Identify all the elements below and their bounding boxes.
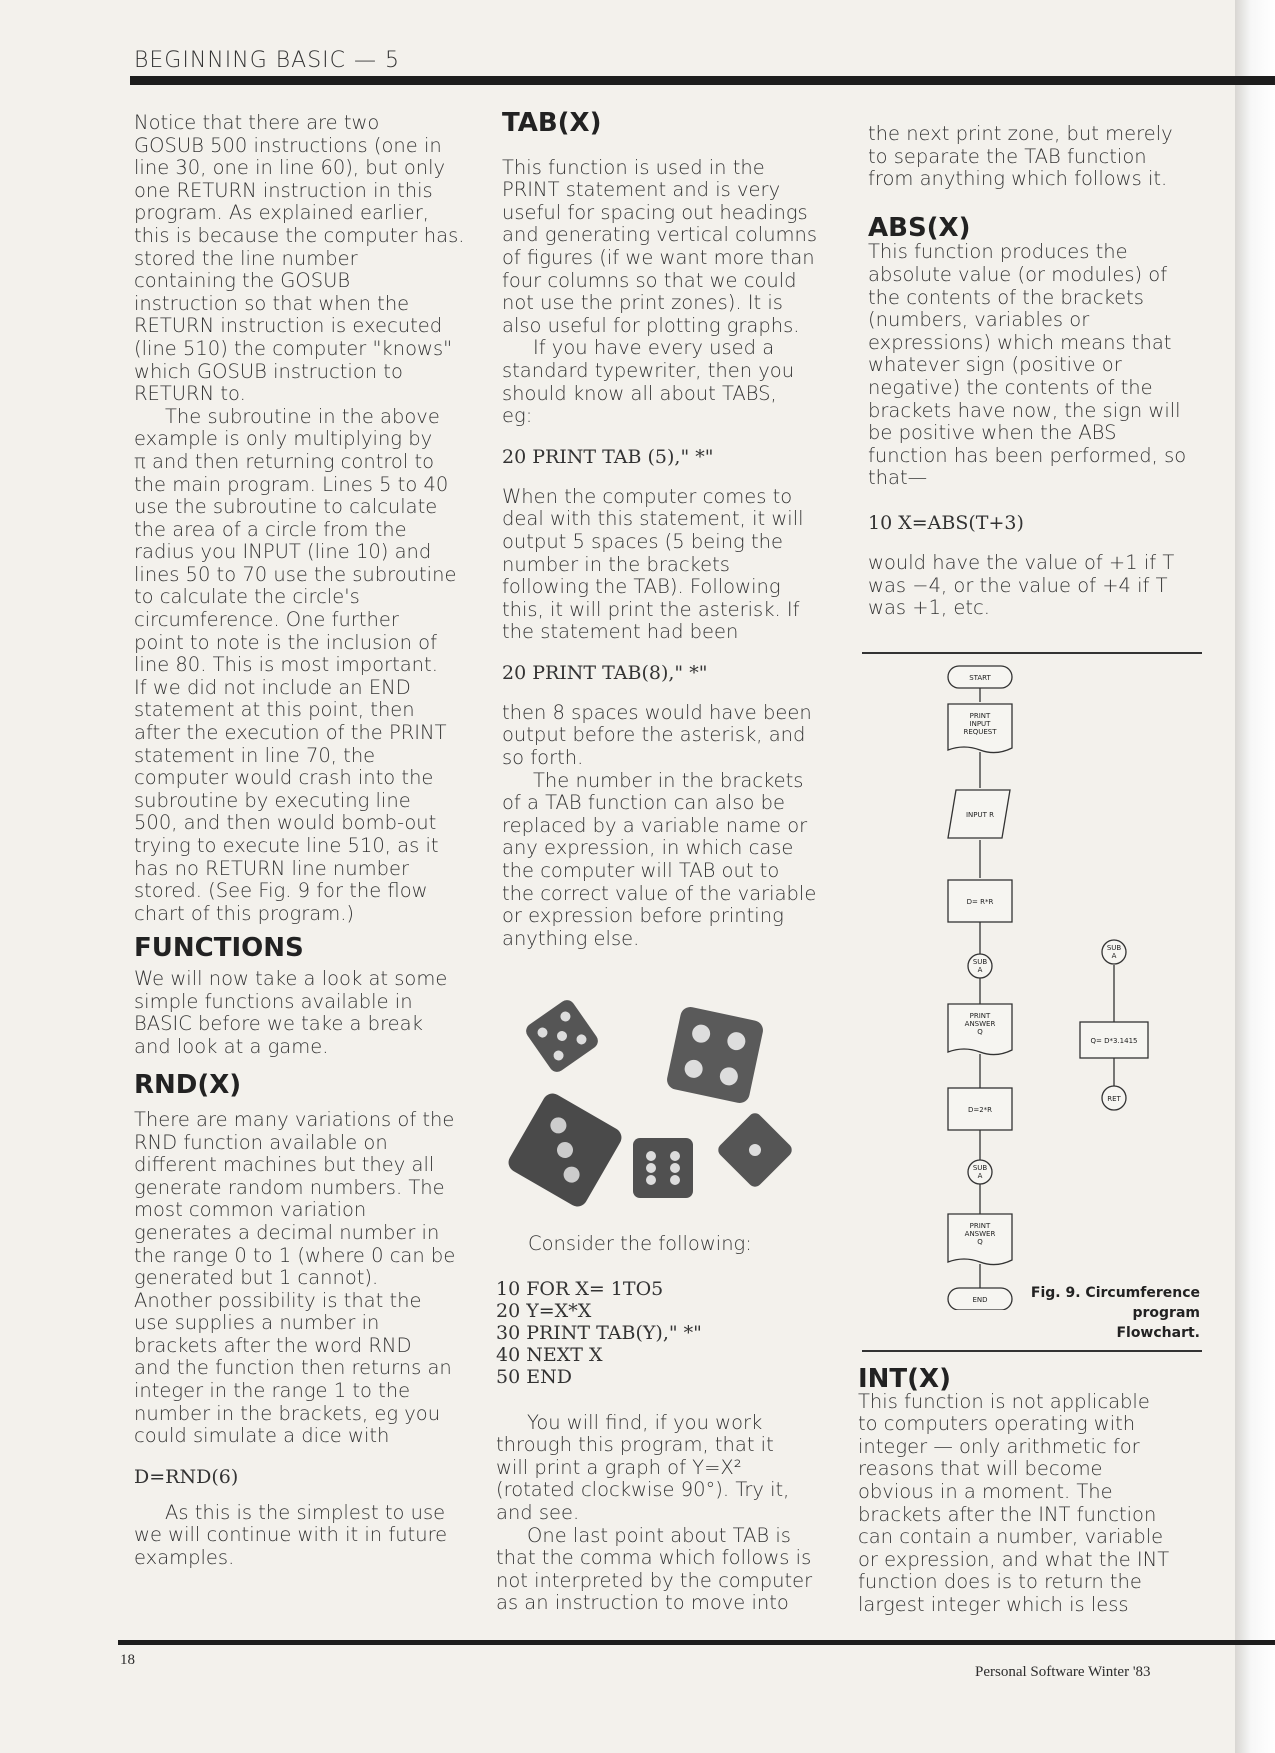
flow-print-answer-2-l2: ANSWER xyxy=(964,1230,996,1238)
text-line: generated but 1 cannot). xyxy=(134,1266,379,1290)
text-line: this is because the computer has. xyxy=(134,223,465,247)
text-line: then 8 spaces would have been xyxy=(502,700,812,724)
text-line: this, it will print the asterisk. If xyxy=(502,597,800,621)
text-line: will print a graph of Y=X² xyxy=(496,1455,742,1479)
text-line: standard typewriter, then you xyxy=(502,358,795,382)
caption-line-2: program xyxy=(1132,1305,1200,1321)
text-line: point to note is the inclusion of xyxy=(134,630,437,654)
tab-program-code xyxy=(496,1278,836,1388)
text-line: trying to execute line 510, as it xyxy=(134,834,439,857)
flow-sub-a-2-l2: A xyxy=(977,1172,983,1180)
text-line: after the execution of the PRINT xyxy=(134,721,447,745)
flow-sub-a-1-l1: SUB xyxy=(972,958,988,966)
text-line: π and then returning control to xyxy=(134,449,435,473)
abs-heading: ABS(X) xyxy=(868,212,971,243)
text-line: This function produces the xyxy=(868,240,1128,264)
col3-para-3 xyxy=(868,552,1208,620)
publication-footer: Personal Software Winter '83 xyxy=(975,1664,1151,1680)
caption-line-3: Flowchart. xyxy=(1116,1325,1200,1341)
flow-print-answer-2-l1: PRINT xyxy=(969,1222,991,1230)
text-line: stored. (See Fig. 9 for the flow xyxy=(134,879,428,903)
flow-start-label: START xyxy=(969,674,991,682)
text-line: also useful for plotting graphs. xyxy=(502,313,800,337)
col1-para-3 xyxy=(134,968,474,1058)
text-line: generates a decimal number in xyxy=(134,1220,440,1244)
text-line: output before the asterisk, and xyxy=(502,723,806,747)
text-line: deal with this statement, it will xyxy=(502,507,804,531)
text-line: As this is the simplest to use xyxy=(134,1500,446,1524)
code-line: 30 PRINT TAB(Y)," *" xyxy=(496,1321,702,1344)
text-line: the range 0 to 1 (where 0 can be xyxy=(134,1243,456,1267)
flowchart xyxy=(862,660,1202,1310)
text-line: examples. xyxy=(134,1546,235,1570)
text-line: 500, and then would bomb-out xyxy=(134,811,437,835)
text-line: to separate the TAB function xyxy=(868,144,1147,168)
text-line: that— xyxy=(868,466,928,490)
flow-d-rr-label: D= R*R xyxy=(966,898,994,906)
text-line: The number in the brackets xyxy=(502,768,804,792)
text-line: following the TAB). Following xyxy=(502,575,781,599)
page-edge xyxy=(1235,0,1275,1753)
text-line: was −4, or the value of +4 if T xyxy=(868,573,1168,597)
text-line: This function is not applicable xyxy=(858,1389,1150,1413)
col2-para-3 xyxy=(502,702,842,951)
text-line: not use the print zones). It is xyxy=(502,291,783,315)
text-line: and see. xyxy=(496,1500,580,1524)
text-line: line 80. This is most important. xyxy=(134,653,438,677)
figure-caption xyxy=(1005,1283,1200,1343)
text-line: If you have every used a xyxy=(502,336,775,360)
text-line: should know all about TABS, xyxy=(502,381,777,405)
col1-para-2 xyxy=(134,406,474,926)
text-line: obvious in a moment. The xyxy=(858,1479,1113,1503)
text-line: and the function then returns an xyxy=(134,1356,452,1380)
text-line: has no RETURN line number xyxy=(134,856,410,880)
flow-print-answer-1-l2: ANSWER xyxy=(964,1020,996,1028)
text-line: One last point about TAB is xyxy=(496,1523,791,1547)
rnd-code: D=RND(6) xyxy=(134,1465,239,1488)
text-line: stored the line number xyxy=(134,246,358,270)
text-line: PRINT statement and is very xyxy=(502,178,781,202)
column-3 xyxy=(868,123,1208,620)
flow-d-2r-label: D=2*R xyxy=(967,1106,993,1114)
text-line: There are many variations of the xyxy=(134,1107,455,1131)
text-line: instruction so that when the xyxy=(134,291,410,315)
flow-sub-a-right-l1: SUB xyxy=(1106,944,1122,952)
text-line: output 5 spaces (5 being the xyxy=(502,529,783,553)
col2-para-1 xyxy=(502,157,842,428)
flow-print-answer-1-l1: PRINT xyxy=(969,1012,991,1020)
text-line: number in the brackets, eg you xyxy=(134,1401,441,1425)
flow-print-input-2: INPUT xyxy=(969,720,991,728)
code-line: 40 NEXT X xyxy=(496,1343,603,1366)
functions-heading: FUNCTIONS xyxy=(134,933,304,964)
col1-para-1 xyxy=(134,112,474,406)
text-line: which GOSUB instruction to xyxy=(134,359,403,383)
text-line: we will continue with it in future xyxy=(134,1523,448,1547)
text-line: GOSUB 500 instructions (one in xyxy=(134,133,442,157)
text-line: circumference. One further xyxy=(134,608,399,632)
column-2-lower xyxy=(496,1233,836,1615)
text-line: integer in the range 1 to the xyxy=(134,1379,411,1403)
text-line: BASIC before we take a break xyxy=(134,1012,423,1036)
flow-end-label: END xyxy=(972,1296,988,1304)
text-line: line 30, one in line 60), but only xyxy=(134,156,446,180)
text-line: to computers operating with xyxy=(858,1412,1136,1436)
text-line: so forth. xyxy=(502,746,584,770)
flow-ret-label: RET xyxy=(1107,1095,1121,1103)
text-line: whatever sign (positive or xyxy=(868,353,1122,377)
dice-illustration xyxy=(500,1000,800,1220)
tab-code-2: 20 PRINT TAB(8)," *" xyxy=(502,661,708,684)
text-line: and look at a game. xyxy=(134,1034,329,1058)
text-line: (line 510) the computer "knows" xyxy=(134,336,453,360)
text-line: RETURN to. xyxy=(134,382,246,406)
text-line: (numbers, variables or xyxy=(868,308,1090,332)
text-line: number in the brackets xyxy=(502,552,730,576)
flow-sub-a-2-l1: SUB xyxy=(972,1164,988,1172)
header-rule xyxy=(130,76,1275,85)
text-line: useful for spacing out headings xyxy=(502,200,808,224)
flow-print-answer-1-l3: Q xyxy=(977,1028,983,1036)
text-line: most common variation xyxy=(134,1198,367,1222)
text-line: function has been performed, so xyxy=(868,443,1187,467)
die-2 xyxy=(665,1005,765,1105)
column-1 xyxy=(134,112,474,1570)
text-line: from anything which follows it. xyxy=(868,167,1168,191)
col2-para-2 xyxy=(502,486,842,644)
rnd-heading: RND(X) xyxy=(134,1070,242,1101)
text-line: the correct value of the variable xyxy=(502,881,817,905)
text-line: Notice that there are two xyxy=(134,111,380,134)
text-line: This function is used in the xyxy=(502,155,765,179)
text-line: or expression before printing xyxy=(502,904,784,928)
text-line: the contents of the brackets xyxy=(868,285,1144,309)
text-line: statement at this point, then xyxy=(134,698,415,722)
text-line: RETURN instruction is executed xyxy=(134,314,443,338)
text-line: Another possibility is that the xyxy=(134,1288,422,1312)
col3-para-4 xyxy=(858,1391,1198,1617)
text-line: as an instruction to move into xyxy=(496,1591,789,1615)
die-3 xyxy=(505,1090,625,1210)
die-4 xyxy=(633,1138,693,1198)
text-line: any expression, in which case xyxy=(502,836,794,860)
text-line: lines 50 to 70 use the subroutine xyxy=(134,562,457,586)
text-line: the statement had been xyxy=(502,620,739,644)
page-number: 18 xyxy=(120,1652,135,1668)
text-line: could simulate a dice with xyxy=(134,1424,390,1448)
text-line: use supplies a number in xyxy=(134,1311,380,1335)
text-line: and generating vertical columns xyxy=(502,223,818,247)
caption-line-1: Fig. 9. Circumference xyxy=(1030,1285,1200,1301)
text-line: to calculate the circle's xyxy=(134,585,360,609)
footer-rule xyxy=(118,1640,1275,1645)
col3-para-2 xyxy=(868,241,1208,490)
running-header: BEGINNING BASIC — 5 xyxy=(134,48,400,73)
column-2 xyxy=(502,108,842,950)
text-line: chart of this program.) xyxy=(134,901,355,925)
text-line: The subroutine in the above xyxy=(134,404,440,428)
flow-print-input-3: REQUEST xyxy=(963,728,997,736)
text-line: You will find, if you work xyxy=(496,1410,763,1434)
die-1 xyxy=(523,1000,601,1075)
text-line: function does is to return the xyxy=(858,1570,1142,1594)
die-5 xyxy=(715,1110,794,1189)
text-line: simple functions available in xyxy=(134,989,413,1013)
text-line: radius you INPUT (line 10) and xyxy=(134,540,432,564)
text-line: not interpreted by the computer xyxy=(496,1568,813,1592)
text-line: would have the value of +1 if T xyxy=(868,550,1175,574)
text-line: We will now take a look at some xyxy=(134,966,448,990)
text-line: statement in line 70, the xyxy=(134,743,376,767)
text-line: (rotated clockwise 90°). Try it, xyxy=(496,1478,790,1502)
flow-print-answer-2-l3: Q xyxy=(977,1238,983,1246)
text-line: reasons that will become xyxy=(858,1457,1103,1481)
tab-heading: TAB(X) xyxy=(502,108,602,138)
flow-input-r-label: INPUT R xyxy=(965,811,995,819)
text-line: integer — only arithmetic for xyxy=(858,1434,1140,1458)
flow-print-input-1: PRINT xyxy=(969,712,991,720)
col3-para-1 xyxy=(868,123,1208,191)
consider-text: Consider the following: xyxy=(528,1232,752,1255)
flow-sub-a-1-l2: A xyxy=(977,966,983,974)
text-line: brackets have now, the sign will xyxy=(868,398,1181,422)
figure-bottom-rule xyxy=(862,1350,1202,1352)
text-line: the computer will TAB out to xyxy=(502,859,780,883)
text-line: different machines but they all xyxy=(134,1153,435,1177)
text-line: largest integer which is less xyxy=(858,1592,1129,1616)
code-line: 20 Y=X*X xyxy=(496,1299,592,1322)
text-line: four columns so that we could xyxy=(502,268,797,292)
col1-para-5 xyxy=(134,1502,474,1570)
text-line: can contain a number, variable xyxy=(858,1525,1164,1549)
text-line: If we did not include an END xyxy=(134,675,411,699)
text-line: brackets after the INT function xyxy=(858,1502,1157,1526)
text-line: RND function available on xyxy=(134,1130,388,1154)
flow-q-calc-label: Q= D*3.1415 xyxy=(1090,1037,1138,1045)
abs-code: 10 X=ABS(T+3) xyxy=(868,511,1024,534)
text-line: the next print zone, but merely xyxy=(868,122,1173,145)
int-heading: INT(X) xyxy=(858,1364,951,1394)
text-line: of figures (if we want more than xyxy=(502,245,815,269)
text-line: through this program, that it xyxy=(496,1433,774,1457)
col2-para-4 xyxy=(496,1412,836,1615)
text-line: one RETURN instruction in this xyxy=(134,178,433,202)
text-line: program. As explained earlier, xyxy=(134,201,429,225)
text-line: the main program. Lines 5 to 40 xyxy=(134,472,449,496)
text-line: generate random numbers. The xyxy=(134,1175,445,1199)
text-line: When the computer comes to xyxy=(502,484,793,508)
figure-top-rule xyxy=(862,652,1202,654)
text-line: eg: xyxy=(502,404,533,428)
text-line: subroutine by executing line xyxy=(134,788,411,812)
text-line: or expression, and what the INT xyxy=(858,1547,1170,1571)
text-line: containing the GOSUB xyxy=(134,269,351,293)
text-line: negative) the contents of the xyxy=(868,375,1153,399)
text-line: absolute value (or modules) of xyxy=(868,262,1168,286)
text-line: computer would crash into the xyxy=(134,766,434,790)
text-line: that the comma which follows is xyxy=(496,1546,812,1570)
text-line: of a TAB function can also be xyxy=(502,791,785,815)
text-line: replaced by a variable name or xyxy=(502,813,808,837)
column-3-lower xyxy=(858,1364,1198,1617)
code-line: 10 FOR X= 1TO5 xyxy=(496,1277,664,1300)
col1-para-4 xyxy=(134,1109,474,1448)
flow-sub-a-right-l2: A xyxy=(1111,952,1117,960)
text-line: brackets after the word RND xyxy=(134,1333,412,1357)
text-line: example is only multiplying by xyxy=(134,427,433,451)
code-line: 50 END xyxy=(496,1365,572,1388)
tab-code-1: 20 PRINT TAB (5)," *" xyxy=(502,445,714,468)
text-line: be positive when the ABS xyxy=(868,421,1117,445)
text-line: the area of a circle from the xyxy=(134,517,407,541)
text-line: anything else. xyxy=(502,926,640,950)
text-line: expressions) which means that xyxy=(868,330,1172,354)
text-line: was +1, etc. xyxy=(868,596,990,620)
text-line: use the subroutine to calculate xyxy=(134,495,438,519)
